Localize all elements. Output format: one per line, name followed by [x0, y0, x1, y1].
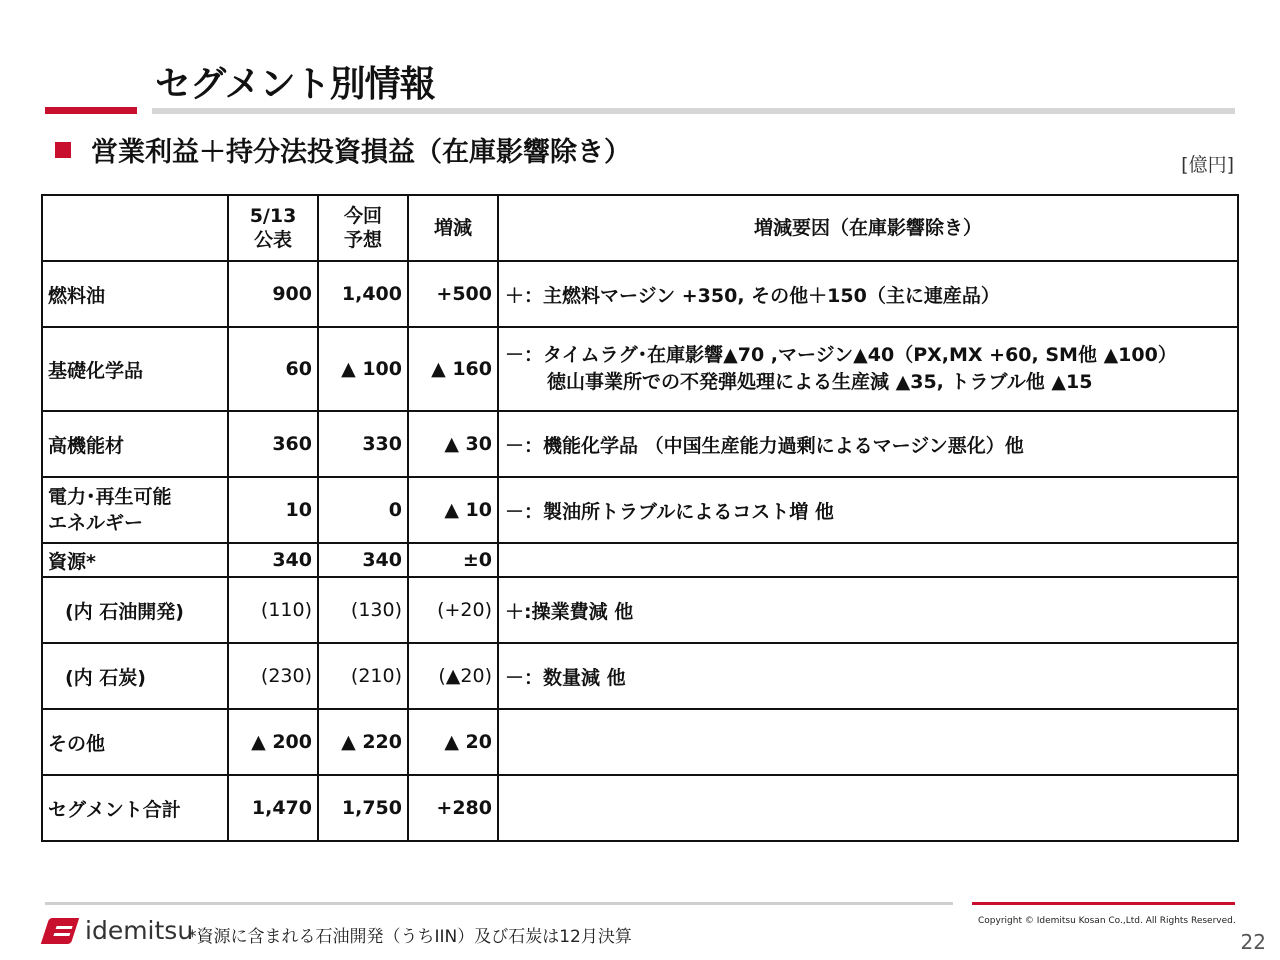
cell-v3: +500	[408, 261, 498, 327]
idemitsu-logo	[45, 916, 193, 945]
table-row	[42, 411, 1238, 477]
cell-v1: 340	[228, 543, 318, 577]
table-row	[42, 643, 1238, 709]
cell-factor	[498, 327, 1238, 411]
cell-v2: 330	[318, 411, 408, 477]
header-blank	[42, 195, 228, 261]
cell-factor	[498, 543, 1238, 577]
header-current: 今回 予想	[318, 195, 408, 261]
unit-label: [億円]	[1181, 154, 1234, 176]
section-heading-text: 営業利益＋持分法投資損益（在庫影響除き）	[91, 137, 631, 168]
cell-v2: ▲ 100	[318, 327, 408, 411]
cell-v1: 1,470	[228, 775, 318, 841]
factor-line-2: 徳山事業所での不発弾処理による生産減 ▲35, トラブル他 ▲15	[547, 371, 1093, 393]
cell-v3: (▲20)	[408, 643, 498, 709]
table-row	[42, 775, 1238, 841]
table-row	[42, 709, 1238, 775]
table-row	[42, 261, 1238, 327]
row-label: その他	[42, 709, 228, 775]
section-heading	[55, 130, 631, 169]
cell-v2: ▲ 220	[318, 709, 408, 775]
cell-factor: －：製油所トラブルによるコスト増 他	[498, 477, 1238, 543]
cell-v1: 360	[228, 411, 318, 477]
row-label: (内 石炭)	[42, 643, 228, 709]
table-row	[42, 327, 1238, 411]
header-change: 増減	[408, 195, 498, 261]
row-label: (内 石油開発)	[42, 577, 228, 643]
table-row	[42, 577, 1238, 643]
cell-v3: ▲ 30	[408, 411, 498, 477]
segment-table	[41, 194, 1239, 842]
title-accent-bar	[45, 107, 137, 114]
row-label: 資源*	[42, 543, 228, 577]
cell-v1: ▲ 200	[228, 709, 318, 775]
factor-line-1: －：タイムラグ･在庫影響▲70 ,マージン▲40（PX,MX +60, SM他 ▲100）	[505, 344, 1177, 366]
footer-rule	[45, 902, 953, 905]
cell-v1: 900	[228, 261, 318, 327]
cell-factor: ＋:操業費減 他	[498, 577, 1238, 643]
idemitsu-logo-icon	[41, 918, 79, 944]
cell-factor: ＋：主燃料マージン +350, その他＋150（主に連産品）	[498, 261, 1238, 327]
cell-v1: (110)	[228, 577, 318, 643]
footer-accent-rule	[972, 902, 1235, 905]
cell-v2: 340	[318, 543, 408, 577]
header-5-13: 5/13 公表	[228, 195, 318, 261]
cell-factor: －：機能化学品 （中国生産能力過剰によるマージン悪化）他	[498, 411, 1238, 477]
cell-v3: +280	[408, 775, 498, 841]
cell-v3: ▲ 20	[408, 709, 498, 775]
row-label: セグメント合計	[42, 775, 228, 841]
footnote: *資源に含まれる石油開発（うちIIN）及び石炭は12月決算	[188, 927, 632, 947]
copyright: Copyright © Idemitsu Kosan Co.,Ltd. All Rights Reserved.	[978, 916, 1236, 926]
page-title: セグメント別情報	[155, 64, 435, 105]
square-bullet-icon	[55, 142, 71, 158]
table-row	[42, 543, 1238, 577]
cell-factor	[498, 775, 1238, 841]
row-label: 高機能材	[42, 411, 228, 477]
cell-factor: －：数量減 他	[498, 643, 1238, 709]
title-rule	[152, 108, 1235, 114]
cell-v2: (130)	[318, 577, 408, 643]
cell-v2: 1,750	[318, 775, 408, 841]
row-label: 基礎化学品	[42, 327, 228, 411]
row-label: 燃料油	[42, 261, 228, 327]
page-number: 22	[1240, 930, 1266, 954]
cell-v1: 60	[228, 327, 318, 411]
row-label: 電力･再生可能 エネルギー	[42, 477, 228, 543]
cell-v3: ▲ 10	[408, 477, 498, 543]
cell-v3: ±0	[408, 543, 498, 577]
cell-v3: ▲ 160	[408, 327, 498, 411]
cell-v2: (210)	[318, 643, 408, 709]
cell-v3: (+20)	[408, 577, 498, 643]
cell-v2: 0	[318, 477, 408, 543]
header-factors: 増減要因（在庫影響除き）	[498, 195, 1238, 261]
logo-text: idemitsu	[85, 916, 194, 945]
cell-factor	[498, 709, 1238, 775]
cell-v2: 1,400	[318, 261, 408, 327]
cell-v1: 10	[228, 477, 318, 543]
table-row	[42, 477, 1238, 543]
cell-v1: (230)	[228, 643, 318, 709]
table-header-row	[42, 195, 1238, 261]
